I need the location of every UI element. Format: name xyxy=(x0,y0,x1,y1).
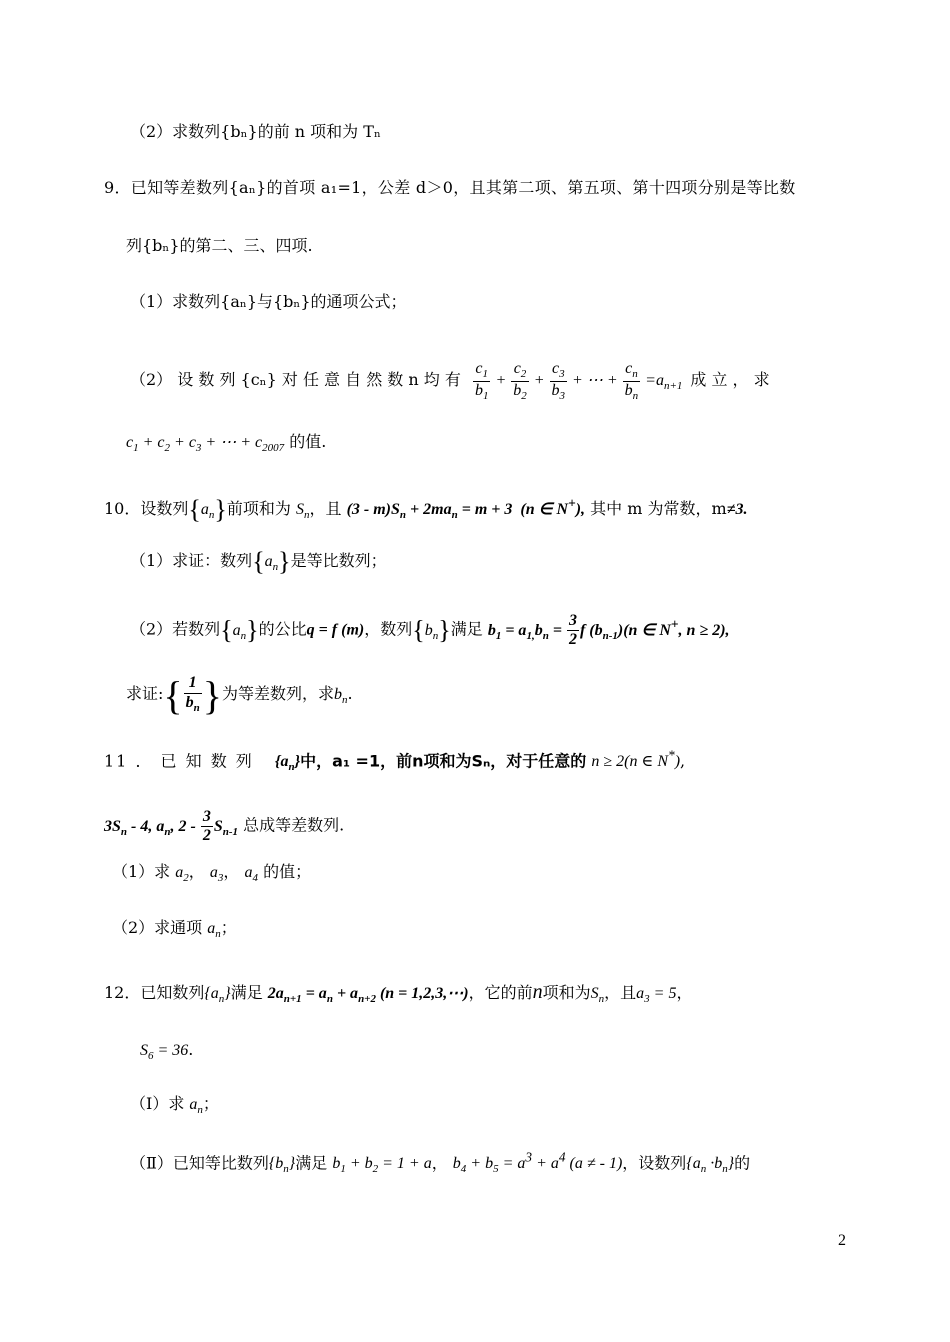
q12-stem: 12．已知数列$\{a_n\}$满足 $2a_{n+1} = a_n + a_{n+2}$ (n = 1,2,3,⋯)，它的前n项和为$S_n$，且$a_3 = 5$， xyxy=(104,981,693,1005)
q9-stem-line1 xyxy=(104,178,796,197)
q12-stem-d: 项和为 xyxy=(542,983,591,1002)
q10-stem-a: 10．设数列 xyxy=(104,499,189,518)
q12-part2-a: （Ⅱ）已知等比数列 xyxy=(130,1153,269,1173)
q10-part1-b: 是等比数列； xyxy=(290,551,387,570)
q12-part2-c: ，设数列 xyxy=(622,1153,687,1173)
q11-part1-a: （1）求 xyxy=(112,862,171,881)
q10-part1: （1）求证：数列$\{a_n\}$是等比数列； xyxy=(130,547,387,576)
q12-stem-line2: $S_6 = 36$. xyxy=(140,1040,194,1062)
q8-part2 xyxy=(130,122,381,141)
q12-stem-a: 12．已知数列 xyxy=(104,983,205,1002)
q11-condition: n ≥ 2(n ∈ N*) xyxy=(591,748,681,771)
q12-part2: （Ⅱ）已知等比数列$\{b_n\}$满足 $b_1 + b_2 = 1 + a$， $b_4 + b_5 = a^3 + a^4$ (a ≠ - 1)，设数列$\{a_n \cdot b_n\}$的 xyxy=(130,1150,751,1176)
q9-part1 xyxy=(130,292,407,311)
q10-stem-c: ，且 xyxy=(309,499,342,518)
q9-part2-text-b: 成 立 ， 求 xyxy=(690,369,770,389)
q9-sum-formula: $c_1 + c_2 + c_3$ + ⋯ + $c_{2007}$ xyxy=(126,434,285,454)
q10-part2-b: 的公比 xyxy=(258,619,307,639)
q10-part2-d: 满足 xyxy=(450,619,483,639)
q12-cond1: $b_1 + b_2 = 1 + a$ xyxy=(332,1155,432,1176)
q12-stem-e: ，且 xyxy=(604,983,637,1002)
q10-part1-a: （1）求证：数列 xyxy=(130,551,253,570)
q12-part1: （Ⅰ）求 $a_n$； xyxy=(130,1094,219,1116)
q9-stem-line2 xyxy=(126,236,313,255)
q10-equation: $(3 - m)S_n + 2ma_n = m + 3$ (n ∈ N+), xyxy=(346,495,586,521)
page-number: 2 xyxy=(838,1232,846,1249)
q12-s6: $S_6 = 36$ xyxy=(140,1042,189,1062)
q9-part2-text-a: （2） 设 数 列 {cₙ} 对 任 意 自 然 数 n 均 有 xyxy=(130,369,461,389)
q10-part2-line2-a: 求证: xyxy=(126,684,164,703)
q12-stem-c: ，它的前 xyxy=(468,983,533,1002)
q12-recurrence: $2a_{n+1} = a_n + a_{n+2}$ (n = 1,2,3,⋯) xyxy=(267,985,469,1005)
q10-recurrence: $b_1 = a_{1,}b_n$ = $\frac{3}{2}$ f $(b_{n-1})(n$ ∈ N+, n ≥ 2), xyxy=(487,612,730,649)
q9-part2 xyxy=(130,360,770,402)
q11-stem-line2 xyxy=(104,808,344,846)
q11-part1-b: 的值； xyxy=(263,862,312,881)
q12-stem-b: 满足 xyxy=(230,983,263,1002)
q11-sequence: $3S_n - 4$, $a_n$, 2 - $\frac{3}{2}$ $S_{n-1}$ xyxy=(104,808,238,845)
q12-part2-d: 的 xyxy=(734,1153,751,1173)
q10-stem-e: ≠3. xyxy=(726,501,748,518)
q10-part2-c: ，数列 xyxy=(364,619,413,639)
q8-part2-text: （2）求数列{bₙ}的前 n 项和为 Tₙ xyxy=(130,122,381,141)
q11-stem-bold: 中，a₁ =1，前n项和为Sₙ，对于任意的 xyxy=(300,751,587,771)
q11-stem-line2-b: 总成等差数列. xyxy=(243,815,345,835)
q9-part1-text: （1）求数列{aₙ}与{bₙ}的通项公式； xyxy=(130,292,407,311)
q12-part1-text: （Ⅰ）求 xyxy=(130,1094,185,1113)
q9-part2-line2-text: 的值. xyxy=(289,432,327,451)
q11-stem: 11 ． 已 知 数 列 $\{a_n\}$中，a₁ =1，前n项和为Sₙ，对于任意的 n ≥ 2(n ∈ N*), xyxy=(104,748,686,774)
q9-part2-line2 xyxy=(126,432,326,455)
q11-stem-a: 11 ． 已 知 数 列 xyxy=(104,751,254,771)
q12-cond2: $b_4 + b_5 = a^3 + a^4$ (a ≠ - 1) xyxy=(452,1150,623,1176)
q10-stem-b: 前项和为 xyxy=(226,499,291,518)
q12-part2-b: 满足 xyxy=(295,1153,328,1173)
q11-part2-a: （2）求通项 xyxy=(112,918,203,937)
q10-part2-a: （2）若数列 xyxy=(130,619,221,639)
q11-part1: （1）求 $a_2$， $a_3$， $a_4$ 的值； xyxy=(112,862,312,884)
q10-part2-line2: 求证:{ $\frac{1}{b_n}$ }为等差数列，求$b_n$. xyxy=(126,673,353,718)
q10-stem: 10．设数列$\{a_n\}$前项和为 $S_n$，且 $(3 - m)S_n + 2ma_n = m + 3$ (n ∈ N+), 其中 m 为常数，m≠3. xyxy=(104,495,748,524)
q9-stem-text2: 列{bₙ}的第二、三、四项. xyxy=(126,236,313,255)
q9-stem-text: 9．已知等差数列{aₙ}的首项 a₁=1，公差 d＞0，且其第二项、第五项、第十四项分别是等比数 xyxy=(104,178,796,197)
q11-part2: （2）求通项 $a_n$； xyxy=(112,918,237,940)
q9-part2-formula: $\frac{c_1}{b_1}$ + $\frac{c_2}{b_2}$ + $\frac{c_3}{b_3}$ + ⋯ + $\frac{c_n}{b_n}$ $=a_{n+1}$ xyxy=(474,360,683,402)
q10-part2-line2-b: 为等差数列，求 xyxy=(221,684,334,703)
q10-stem-d: 其中 m 为常数，m xyxy=(590,499,727,518)
q10-part2: （2）若数列$\{a_n\}$的公比q = f (m)，数列$\{b_n\}$满足 $b_1 = a_{1,}b_n$ = $\frac{3}{2}$ f $(b_{n-1})(n$ ∈ N+, n ≥ 2), xyxy=(130,612,730,649)
